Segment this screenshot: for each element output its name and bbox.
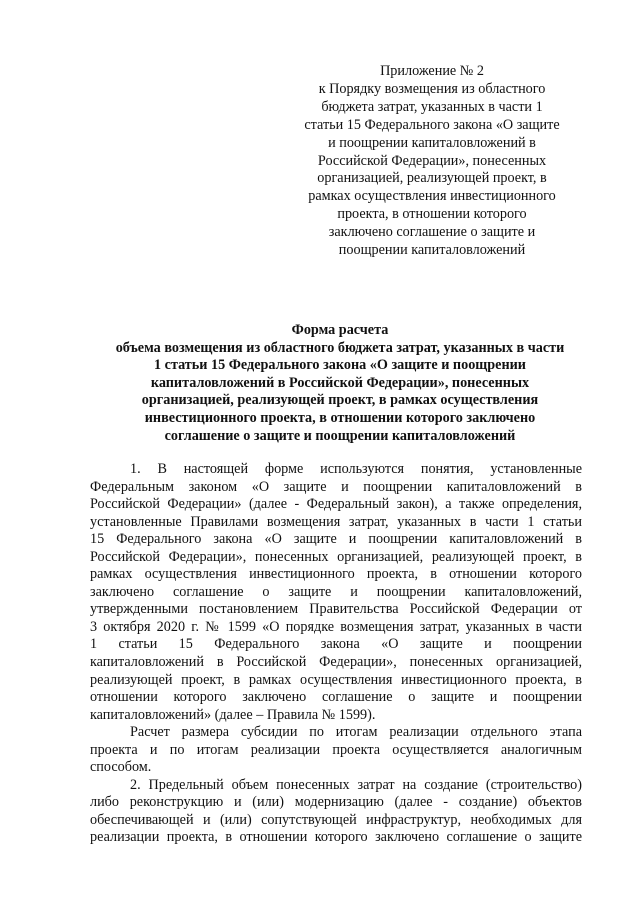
appendix-line: Российской Федерации», понесенных: [317, 152, 547, 169]
appendix-header: [300, 63, 564, 260]
appendix-line: заключено соглашение о защите и: [328, 224, 536, 241]
paragraph-3-line: реализации проекта, в отношении которого заключено соглашение о защите: [90, 829, 582, 846]
title-line: Форма расчета: [291, 322, 389, 338]
paragraph-1-line: Российской Федерации», понесенных организацией, реализующей проект, в: [90, 548, 582, 565]
paragraph-1-line: капиталовложений в Российской Федерации», понесенных организацией,: [90, 654, 582, 671]
paragraph-1-line: 15 Федерального закона «О защите и поощрении капиталовложений в: [90, 531, 582, 548]
paragraph-1-line: отношении которого заключено соглашение о защите и поощрении: [90, 689, 582, 706]
title-line: 1 статьи 15 Федерального закона «О защите и поощрении: [154, 357, 526, 374]
appendix-line: и поощрении капиталовложений в: [328, 134, 536, 151]
title-line: соглашение о защите и поощрении капиталовложений: [164, 427, 516, 444]
appendix-line: Приложение № 2: [380, 63, 484, 79]
appendix-line: рамках осуществления инвестиционного: [308, 188, 556, 205]
paragraph-3-line: 2. Предельный объем понесенных затрат на создание (строительство): [130, 776, 582, 793]
paragraph-1-line: утвержденными постановлением Правительства Российской Федерации от: [90, 601, 582, 618]
title-line: организацией, реализующей проект, в рамках осуществления: [141, 392, 539, 409]
paragraph-1-line: установленные Правилами возмещения затрат, указанных в части 1 статьи: [90, 513, 582, 530]
paragraph-1-line: рамках осуществления инвестиционного проекта, в отношении которого: [90, 566, 582, 583]
appendix-line: организацией, реализующей проект, в: [317, 170, 547, 187]
paragraph-1-line: Российской Федерации» (далее - Федеральный закон), а также определения,: [90, 496, 582, 513]
paragraph-2-line: Расчет размера субсидии по итогам реализации отдельного этапа: [130, 724, 582, 741]
paragraph-3-line: обеспечивающей и (или) сопутствующей инфраструктур, необходимых для: [90, 811, 582, 828]
appendix-line: проекта, в отношении которого: [337, 206, 527, 223]
appendix-line: поощрении капиталовложений: [338, 242, 526, 259]
document-body: [90, 461, 582, 847]
paragraph-2-line: проекта и по итогам реализации проекта осуществляется аналогичным: [90, 741, 582, 758]
appendix-line: к Порядку возмещения из областного: [318, 80, 546, 97]
title-line: капиталовложений в Российской Федерации», понесенных: [150, 374, 530, 391]
appendix-line: бюджета затрат, указанных в части 1: [321, 98, 543, 115]
paragraph-1-line: 3 октября 2020 г. № 1599 «О порядке возмещения затрат, указанных в части: [90, 618, 582, 635]
paragraph-1-line: 1. В настоящей форме используются понятия, установленные: [130, 461, 582, 477]
paragraph-3-line: либо реконструкцию и (или) модернизацию (далее - создание) объектов: [90, 794, 582, 811]
paragraph-1-line: капиталовложений» (далее – Правила № 1599).: [90, 706, 376, 723]
paragraph-1-line: реализующей проект, в рамках осуществления инвестиционного проекта, в: [90, 671, 582, 688]
paragraph-2-line: способом.: [90, 759, 152, 776]
paragraph-1-line: 1 статьи 15 Федерального закона «О защите и поощрении: [90, 636, 582, 653]
title-line: инвестиционного проекта, в отношении которого заключено: [144, 409, 536, 426]
appendix-line: статьи 15 Федерального закона «О защите: [304, 116, 560, 133]
document-title: [96, 322, 584, 445]
paragraph-1-line: заключено соглашение о защите и поощрении капиталовложений,: [90, 583, 582, 600]
paragraph-1-line: Федеральным законом «О защите и поощрении капиталовложений в: [90, 478, 582, 495]
title-line: объема возмещения из областного бюджета затрат, указанных в части: [115, 339, 565, 356]
